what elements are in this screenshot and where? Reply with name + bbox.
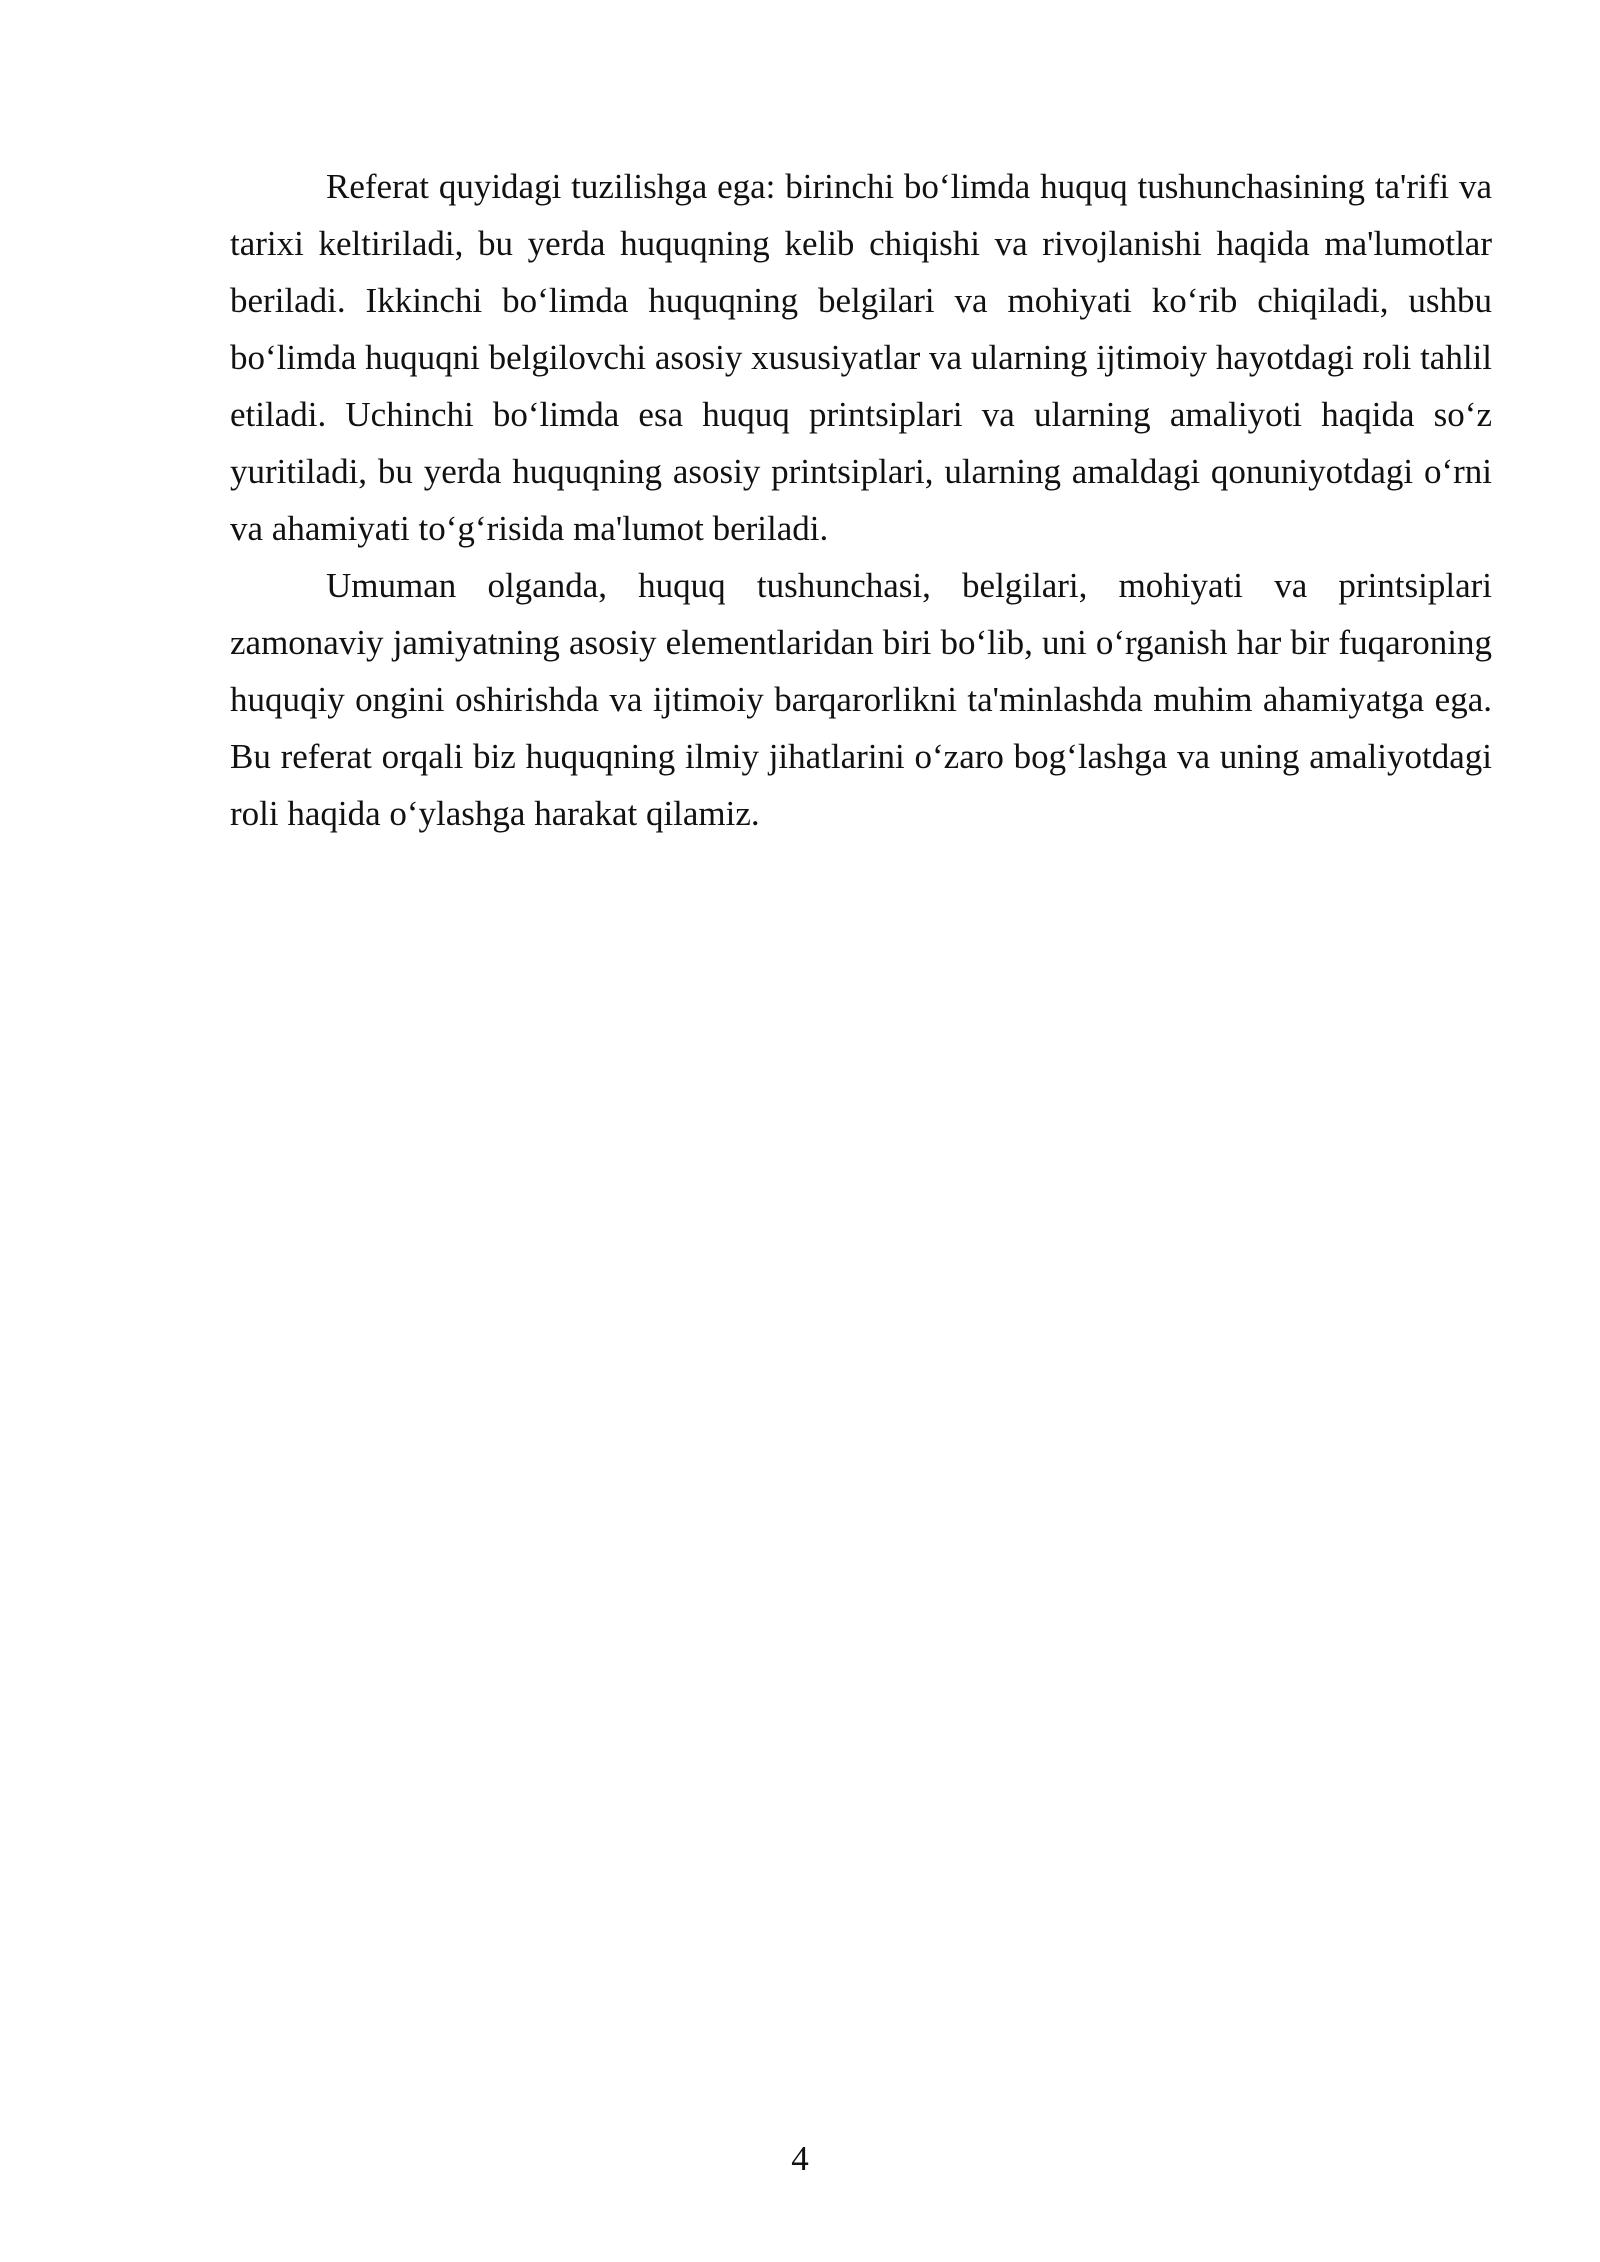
paragraph-conclusion: Umuman olganda, huquq tushunchasi, belgilari, mohiyati va printsiplari zamonaviy jamiyatning asosiy elementlaridan biri bo‘lib, uni o‘rganish har bir fuqaroning huquqiy ongini oshirishda va ijtimoiy barqarorlikni ta'minlashda muhim ahamiyatga ega. Bu referat orqali biz huquqning ilmiy jihatlarini o‘zaro bog‘lashga va uning amaliyotdagi roli haqida o‘ylashga harakat qilamiz. bbox=[230, 566, 1492, 833]
paragraph-structure: Referat quyidagi tuzilishga ega: birinchi bo‘limda huquq tushunchasining ta'rifi va tarixi keltiriladi, bu yerda huquqning kelib chiqishi va rivojlanishi haqida ma'lumotlar beriladi. Ikkinchi bo‘limda huquqning belgilari va mohiyati ko‘rib chiqiladi, ushbu bo‘limda huquqni belgilovchi asosiy xususiyatlar va ularning ijtimoiy hayotdagi roli tahlil etiladi. Uchinchi bo‘limda esa huquq printsiplari va ularning amaliyoti haqida so‘z yuritiladi, bu yerda huquqning asosiy printsiplari, ularning amaldagi qonuniyotdagi o‘rni va ahamiyati to‘g‘risida ma'lumot beriladi. bbox=[230, 167, 1492, 548]
body-text bbox=[230, 158, 1492, 842]
page-number: 4 bbox=[791, 2139, 809, 2178]
